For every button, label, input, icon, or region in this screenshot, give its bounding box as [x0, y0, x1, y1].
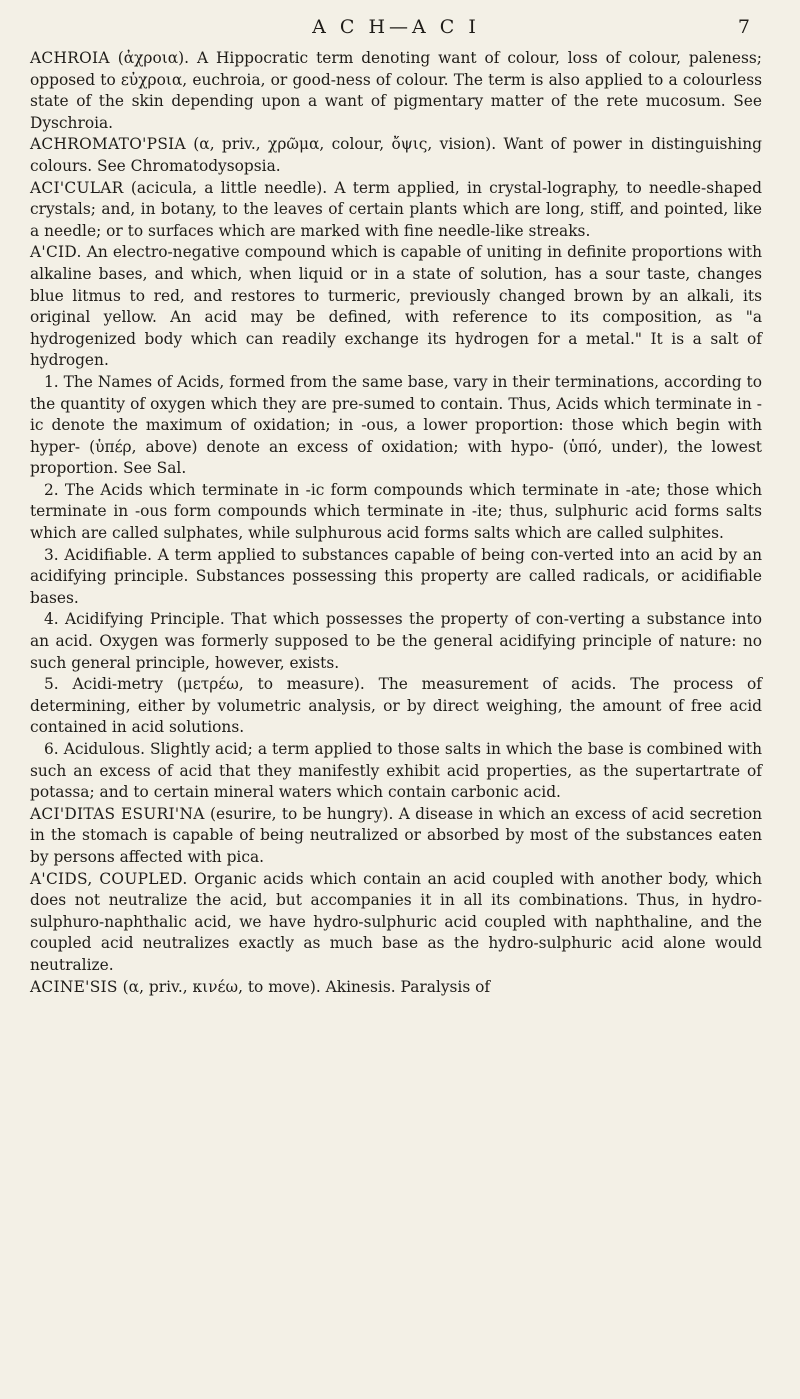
sub-entry	[30, 609, 762, 674]
entry-term: A'CID.	[30, 243, 82, 262]
dictionary-entry	[30, 869, 762, 977]
dictionary-entry	[30, 977, 762, 999]
dictionary-entry	[30, 134, 762, 177]
sub-entry	[30, 372, 762, 480]
entry-term: ACINE'SIS	[30, 977, 118, 996]
entry-term: A'CIDS, COUPLED.	[30, 869, 188, 888]
entry-definition: (ἀχροια). A Hippocratic term denoting want of colour, loss of colour, paleness; opposed to εὐχροια, euchroia, or good-ness of colour. The term is also applied to a colourless state of the skin depending upon a want of pigmentary matter of the rete mucosum. See Dyschroia.	[30, 49, 762, 132]
page-number: 7	[737, 16, 750, 38]
sub-entry	[30, 480, 762, 545]
sub-entry	[30, 545, 762, 610]
running-title: A C H—A C I	[312, 16, 480, 38]
entry-definition: 1. The Names of Acids, formed from the same base, vary in their terminations, according to the quantity of oxygen which they are pre-sumed to contain. Thus, Acids which terminate in -ic denote the maximum of oxidation; in -ous, a lower proportion: those which begin with hyper- (ὑπέρ, above) denote an excess of oxidation; with hypo- (ὑπό, under), the lowest proportion. See Sal.	[30, 372, 762, 478]
entry-definition: An electro-negative compound which is capable of uniting in definite proportions with alkaline bases, and which, when liquid or in a state of solution, has a sour taste, changes blue litmus to red, and restores to turmeric, previously changed brown by an alkali, its original yellow. An acid may be defined, with reference to its composition, as "a hydrogenized body which can readily exchange its hydrogen for a metal." It is a salt of hydrogen.	[30, 243, 762, 370]
running-header	[30, 16, 762, 40]
entry-term: ACHROMATO'PSIA	[30, 135, 186, 154]
dictionary-entry	[30, 242, 762, 372]
entry-definition: 3. Acidifiable. A term applied to substances capable of being con-verted into an acid by an acidifying principle. Substances possessing this property are called radicals, or acidifiable bases.	[30, 545, 762, 607]
entry-term: ACI'DITAS ESURI'NA	[30, 804, 205, 823]
entry-definition: 4. Acidifying Principle. That which possesses the property of con-verting a substance into an acid. Oxygen was formerly supposed to be the general acidifying principle of nature: no such general principle, however, exists.	[30, 610, 762, 672]
entry-definition: (acicula, a little needle). A term applied, in crystal-lography, to needle-shaped crystals; and, in botany, to the leaves of certain plants which are long, stiff, and pointed, like a needle; or to surfaces which are marked with fine needle-like streaks.	[30, 178, 762, 240]
entry-definition: (esurire, to be hungry). A disease in which an excess of acid secretion in the stomach is capable of being neutralized or absorbed by most of the substances eaten by persons affected with pica.	[30, 804, 762, 866]
entry-definition: Organic acids which contain an acid coupled with another body, which does not neutralize the acid, but accompanies it in all its combinations. Thus, in hydro-sulphuro-naphthalic acid, we have hydro-sulphuric acid coupled with naphthaline, and the coupled acid neutralizes exactly as much base as the hydro-sulphuric acid alone would neutralize.	[30, 869, 762, 974]
entry-term: ACI'CULAR	[30, 178, 124, 197]
dictionary-entry	[30, 804, 762, 869]
entry-term: ACHROIA	[30, 49, 110, 67]
entry-definition: 5. Acidi-metry (μετρέω, to measure). The measurement of acids. The process of determining, either by volumetric analysis, or by direct weighing, the amount of free acid contained in acid solutions.	[30, 675, 762, 737]
sub-entry	[30, 674, 762, 739]
entries-list	[30, 48, 762, 998]
entry-definition: 6. Acidulous. Slightly acid; a term applied to those salts in which the base is combined with such an excess of acid that they manifestly exhibit acid properties, as the supertartrate of potassa; and to certain mineral waters which contain carbonic acid.	[30, 740, 762, 802]
dictionary-entry	[30, 48, 762, 134]
entry-definition: 2. The Acids which terminate in -ic form compounds which terminate in -ate; those which terminate in -ous form compounds which terminate in -ite; thus, sulphuric acid forms salts which are called sulphates, while sulphurous acid forms salts which are called sulphites.	[30, 480, 762, 543]
sub-entry	[30, 739, 762, 804]
entry-definition: (α, priv., χρῶμα, colour, ὄψις, vision). Want of power in distinguishing colours. See Chromatodysopsia.	[30, 135, 762, 175]
entry-definition: (α, priv., κινέω, to move). Akinesis. Paralysis of	[117, 977, 491, 996]
dictionary-entry	[30, 178, 762, 243]
